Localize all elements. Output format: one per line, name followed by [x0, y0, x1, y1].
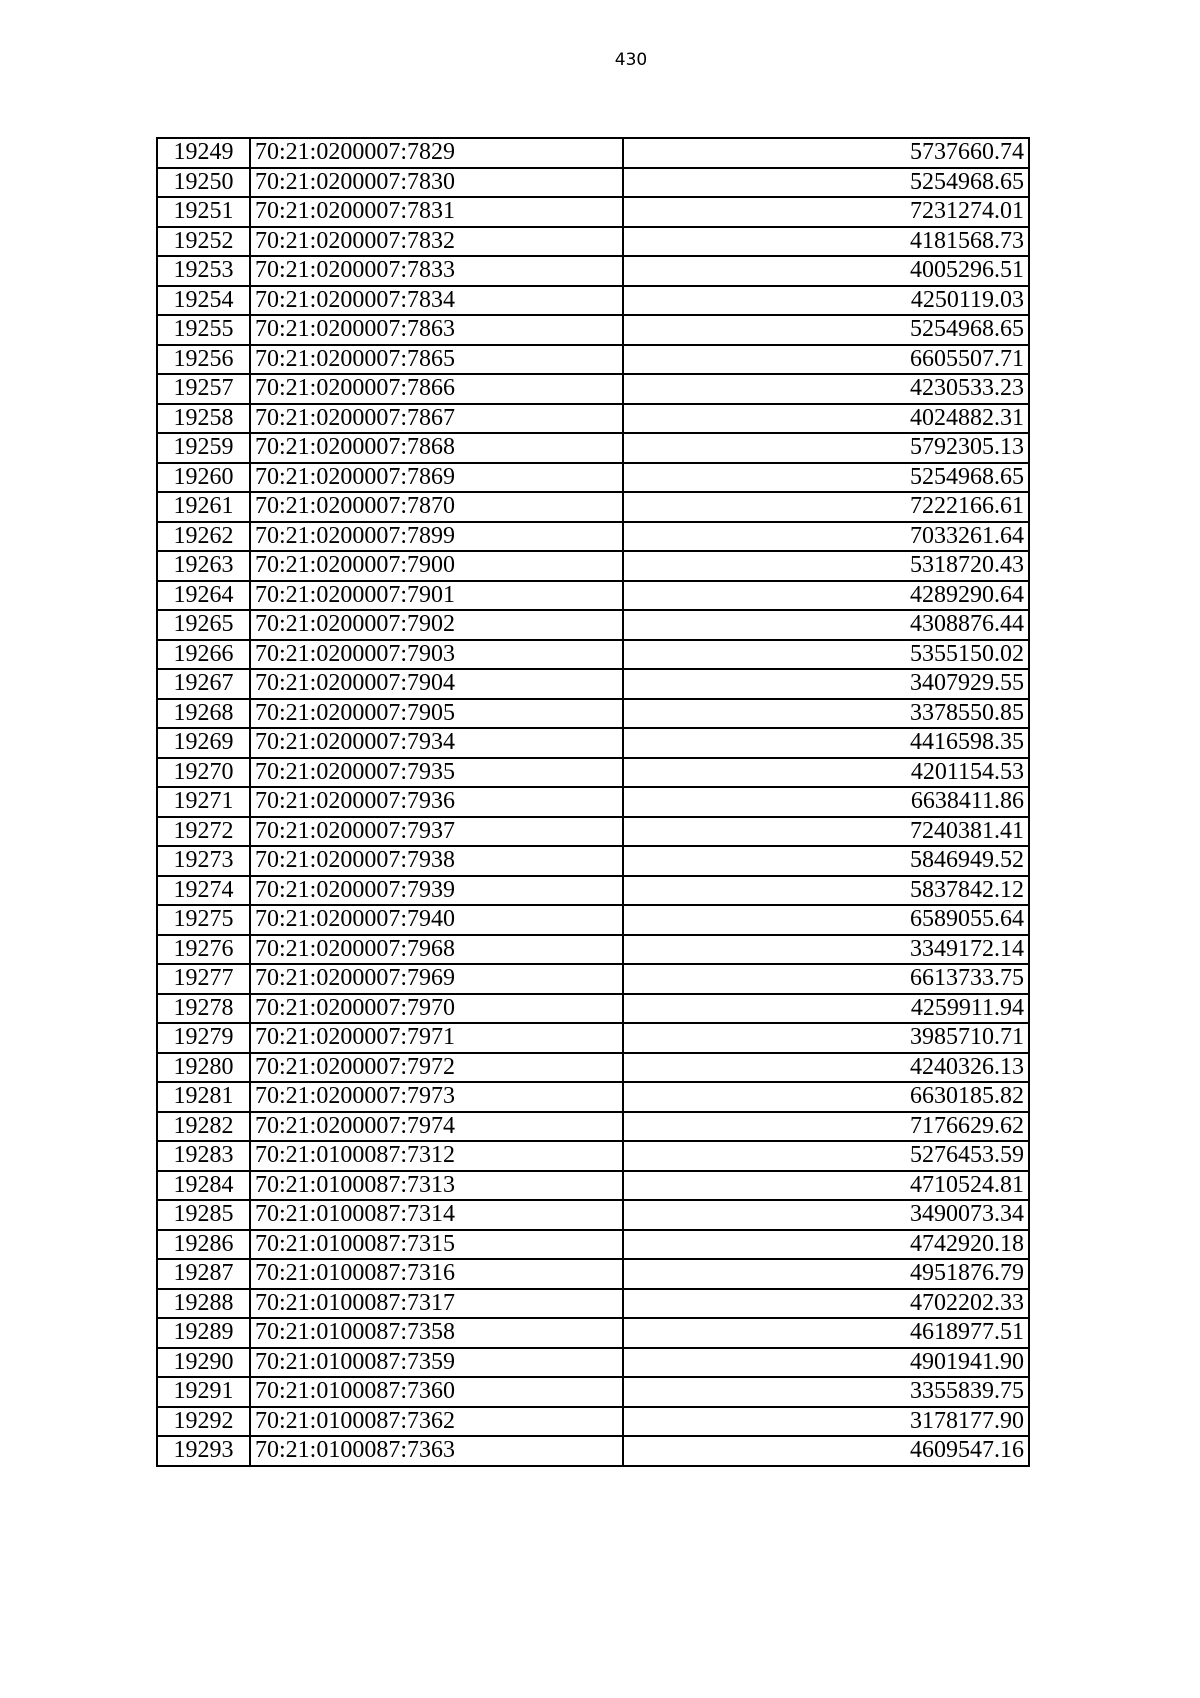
- cadastral-number-cell: 70:21:0100087:7362: [250, 1407, 623, 1437]
- table-row: [157, 551, 1029, 581]
- row-number-cell: 19270: [157, 758, 250, 788]
- cadastral-number-cell: 70:21:0100087:7312: [250, 1141, 623, 1171]
- cadastral-number-cell: 70:21:0200007:7972: [250, 1053, 623, 1083]
- cadastral-number-cell: 70:21:0200007:7971: [250, 1023, 623, 1053]
- cadastral-value-cell: 3407929.55: [623, 669, 1029, 699]
- cadastral-number-cell: 70:21:0200007:7970: [250, 994, 623, 1024]
- table-row: [157, 964, 1029, 994]
- table-row: [157, 256, 1029, 286]
- cadastral-value-cell: 4024882.31: [623, 404, 1029, 434]
- cadastral-value-cell: 3378550.85: [623, 699, 1029, 729]
- table-row: [157, 1377, 1029, 1407]
- row-number-cell: 19254: [157, 286, 250, 316]
- table-row: [157, 935, 1029, 965]
- row-number-cell: 19293: [157, 1436, 250, 1466]
- row-number-cell: 19274: [157, 876, 250, 906]
- table-row: [157, 876, 1029, 906]
- cadastral-value-cell: 3355839.75: [623, 1377, 1029, 1407]
- cadastral-value-cell: 3178177.90: [623, 1407, 1029, 1437]
- cadastral-number-cell: 70:21:0200007:7968: [250, 935, 623, 965]
- row-number-cell: 19269: [157, 728, 250, 758]
- cadastral-number-cell: 70:21:0200007:7899: [250, 522, 623, 552]
- table-row: [157, 197, 1029, 227]
- row-number-cell: 19266: [157, 640, 250, 670]
- table-body: [157, 138, 1029, 1466]
- cadastral-value-cell: 3349172.14: [623, 935, 1029, 965]
- row-number-cell: 19260: [157, 463, 250, 493]
- cadastral-value-cell: 4240326.13: [623, 1053, 1029, 1083]
- table-row: [157, 817, 1029, 847]
- cadastral-number-cell: 70:21:0200007:7936: [250, 787, 623, 817]
- table-row: [157, 227, 1029, 257]
- row-number-cell: 19290: [157, 1348, 250, 1378]
- cadastral-number-cell: 70:21:0200007:7870: [250, 492, 623, 522]
- row-number-cell: 19278: [157, 994, 250, 1024]
- table-row: [157, 404, 1029, 434]
- row-number-cell: 19286: [157, 1230, 250, 1260]
- cadastral-number-cell: 70:21:0200007:7866: [250, 374, 623, 404]
- row-number-cell: 19275: [157, 905, 250, 935]
- table-row: [157, 1200, 1029, 1230]
- table-row: [157, 846, 1029, 876]
- cadastral-value-cell: 4702202.33: [623, 1289, 1029, 1319]
- cadastral-number-cell: 70:21:0200007:7833: [250, 256, 623, 286]
- row-number-cell: 19263: [157, 551, 250, 581]
- cadastral-value-cell: 6589055.64: [623, 905, 1029, 935]
- table-row: [157, 1023, 1029, 1053]
- cadastral-number-cell: 70:21:0200007:7902: [250, 610, 623, 640]
- row-number-cell: 19267: [157, 669, 250, 699]
- row-number-cell: 19280: [157, 1053, 250, 1083]
- table-row: [157, 758, 1029, 788]
- table-row: [157, 905, 1029, 935]
- cadastral-number-cell: 70:21:0200007:7937: [250, 817, 623, 847]
- cadastral-value-cell: 5254968.65: [623, 168, 1029, 198]
- cadastral-number-cell: 70:21:0200007:7900: [250, 551, 623, 581]
- row-number-cell: 19281: [157, 1082, 250, 1112]
- cadastral-value-cell: 6613733.75: [623, 964, 1029, 994]
- cadastral-number-cell: 70:21:0200007:7974: [250, 1112, 623, 1142]
- cadastral-value-cell: 4609547.16: [623, 1436, 1029, 1466]
- cadastral-number-cell: 70:21:0100087:7313: [250, 1171, 623, 1201]
- cadastral-number-cell: 70:21:0100087:7358: [250, 1318, 623, 1348]
- cadastral-value-cell: 3490073.34: [623, 1200, 1029, 1230]
- cadastral-number-cell: 70:21:0200007:7905: [250, 699, 623, 729]
- table-row: [157, 1141, 1029, 1171]
- cadastral-number-cell: 70:21:0200007:7969: [250, 964, 623, 994]
- cadastral-value-cell: 6605507.71: [623, 345, 1029, 375]
- cadastral-number-cell: 70:21:0100087:7314: [250, 1200, 623, 1230]
- cadastral-value-table: [156, 137, 1030, 1467]
- cadastral-value-cell: 5792305.13: [623, 433, 1029, 463]
- row-number-cell: 19285: [157, 1200, 250, 1230]
- cadastral-number-cell: 70:21:0200007:7869: [250, 463, 623, 493]
- cadastral-number-cell: 70:21:0200007:7938: [250, 846, 623, 876]
- row-number-cell: 19276: [157, 935, 250, 965]
- cadastral-number-cell: 70:21:0100087:7359: [250, 1348, 623, 1378]
- row-number-cell: 19289: [157, 1318, 250, 1348]
- table-row: [157, 345, 1029, 375]
- cadastral-value-cell: 5837842.12: [623, 876, 1029, 906]
- row-number-cell: 19271: [157, 787, 250, 817]
- cadastral-value-cell: 4201154.53: [623, 758, 1029, 788]
- cadastral-number-cell: 70:21:0200007:7903: [250, 640, 623, 670]
- table-row: [157, 1318, 1029, 1348]
- row-number-cell: 19284: [157, 1171, 250, 1201]
- table-row: [157, 1407, 1029, 1437]
- row-number-cell: 19252: [157, 227, 250, 257]
- table-row: [157, 374, 1029, 404]
- cadastral-number-cell: 70:21:0200007:7939: [250, 876, 623, 906]
- row-number-cell: 19264: [157, 581, 250, 611]
- cadastral-value-cell: 4308876.44: [623, 610, 1029, 640]
- cadastral-value-cell: 4005296.51: [623, 256, 1029, 286]
- table-row: [157, 699, 1029, 729]
- table-row: [157, 1082, 1029, 1112]
- row-number-cell: 19282: [157, 1112, 250, 1142]
- cadastral-number-cell: 70:21:0100087:7363: [250, 1436, 623, 1466]
- row-number-cell: 19292: [157, 1407, 250, 1437]
- table-row: [157, 315, 1029, 345]
- row-number-cell: 19255: [157, 315, 250, 345]
- row-number-cell: 19257: [157, 374, 250, 404]
- row-number-cell: 19272: [157, 817, 250, 847]
- table-row: [157, 994, 1029, 1024]
- row-number-cell: 19256: [157, 345, 250, 375]
- cadastral-number-cell: 70:21:0100087:7315: [250, 1230, 623, 1260]
- cadastral-value-cell: 5318720.43: [623, 551, 1029, 581]
- cadastral-value-cell: 4289290.64: [623, 581, 1029, 611]
- table-row: [157, 463, 1029, 493]
- cadastral-number-cell: 70:21:0200007:7868: [250, 433, 623, 463]
- table-row: [157, 1112, 1029, 1142]
- cadastral-number-cell: 70:21:0200007:7830: [250, 168, 623, 198]
- row-number-cell: 19249: [157, 138, 250, 168]
- table-row: [157, 1348, 1029, 1378]
- cadastral-value-cell: 5355150.02: [623, 640, 1029, 670]
- table-row: [157, 1436, 1029, 1466]
- table-row: [157, 610, 1029, 640]
- table-row: [157, 787, 1029, 817]
- table-row: [157, 286, 1029, 316]
- table-row: [157, 138, 1029, 168]
- cadastral-number-cell: 70:21:0200007:7834: [250, 286, 623, 316]
- row-number-cell: 19273: [157, 846, 250, 876]
- cadastral-value-cell: 6630185.82: [623, 1082, 1029, 1112]
- row-number-cell: 19261: [157, 492, 250, 522]
- table-row: [157, 522, 1029, 552]
- cadastral-value-cell: 7231274.01: [623, 197, 1029, 227]
- row-number-cell: 19291: [157, 1377, 250, 1407]
- table-row: [157, 1053, 1029, 1083]
- cadastral-number-cell: 70:21:0100087:7360: [250, 1377, 623, 1407]
- cadastral-number-cell: 70:21:0200007:7863: [250, 315, 623, 345]
- row-number-cell: 19259: [157, 433, 250, 463]
- cadastral-value-cell: 4259911.94: [623, 994, 1029, 1024]
- cadastral-value-cell: 7240381.41: [623, 817, 1029, 847]
- cadastral-value-cell: 6638411.86: [623, 787, 1029, 817]
- cadastral-value-cell: 7222166.61: [623, 492, 1029, 522]
- cadastral-value-cell: 4230533.23: [623, 374, 1029, 404]
- table-row: [157, 1171, 1029, 1201]
- row-number-cell: 19288: [157, 1289, 250, 1319]
- table-row: [157, 492, 1029, 522]
- row-number-cell: 19258: [157, 404, 250, 434]
- cadastral-value-cell: 5254968.65: [623, 463, 1029, 493]
- table-row: [157, 728, 1029, 758]
- cadastral-value-cell: 4951876.79: [623, 1259, 1029, 1289]
- row-number-cell: 19253: [157, 256, 250, 286]
- cadastral-value-cell: 4181568.73: [623, 227, 1029, 257]
- cadastral-value-cell: 4250119.03: [623, 286, 1029, 316]
- cadastral-number-cell: 70:21:0200007:7973: [250, 1082, 623, 1112]
- row-number-cell: 19277: [157, 964, 250, 994]
- cadastral-value-cell: 5254968.65: [623, 315, 1029, 345]
- cadastral-number-cell: 70:21:0200007:7831: [250, 197, 623, 227]
- cadastral-value-cell: 5276453.59: [623, 1141, 1029, 1171]
- table-row: [157, 433, 1029, 463]
- cadastral-number-cell: 70:21:0200007:7940: [250, 905, 623, 935]
- cadastral-value-cell: 4416598.35: [623, 728, 1029, 758]
- row-number-cell: 19268: [157, 699, 250, 729]
- cadastral-number-cell: 70:21:0200007:7934: [250, 728, 623, 758]
- cadastral-value-cell: 7176629.62: [623, 1112, 1029, 1142]
- row-number-cell: 19287: [157, 1259, 250, 1289]
- cadastral-number-cell: 70:21:0100087:7316: [250, 1259, 623, 1289]
- cadastral-value-cell: 5737660.74: [623, 138, 1029, 168]
- cadastral-number-cell: 70:21:0100087:7317: [250, 1289, 623, 1319]
- table-row: [157, 168, 1029, 198]
- cadastral-number-cell: 70:21:0200007:7901: [250, 581, 623, 611]
- cadastral-value-cell: 3985710.71: [623, 1023, 1029, 1053]
- cadastral-value-cell: 4742920.18: [623, 1230, 1029, 1260]
- table-row: [157, 1230, 1029, 1260]
- page-number: 430: [614, 50, 648, 70]
- table-row: [157, 581, 1029, 611]
- row-number-cell: 19262: [157, 522, 250, 552]
- cadastral-number-cell: 70:21:0200007:7935: [250, 758, 623, 788]
- table-row: [157, 640, 1029, 670]
- cadastral-number-cell: 70:21:0200007:7865: [250, 345, 623, 375]
- cadastral-number-cell: 70:21:0200007:7829: [250, 138, 623, 168]
- row-number-cell: 19279: [157, 1023, 250, 1053]
- table-row: [157, 1259, 1029, 1289]
- cadastral-value-cell: 4618977.51: [623, 1318, 1029, 1348]
- cadastral-value-cell: 4710524.81: [623, 1171, 1029, 1201]
- row-number-cell: 19251: [157, 197, 250, 227]
- table-row: [157, 1289, 1029, 1319]
- cadastral-number-cell: 70:21:0200007:7867: [250, 404, 623, 434]
- cadastral-number-cell: 70:21:0200007:7832: [250, 227, 623, 257]
- table-row: [157, 669, 1029, 699]
- cadastral-value-cell: 5846949.52: [623, 846, 1029, 876]
- row-number-cell: 19283: [157, 1141, 250, 1171]
- cadastral-value-cell: 7033261.64: [623, 522, 1029, 552]
- row-number-cell: 19265: [157, 610, 250, 640]
- cadastral-value-cell: 4901941.90: [623, 1348, 1029, 1378]
- row-number-cell: 19250: [157, 168, 250, 198]
- cadastral-number-cell: 70:21:0200007:7904: [250, 669, 623, 699]
